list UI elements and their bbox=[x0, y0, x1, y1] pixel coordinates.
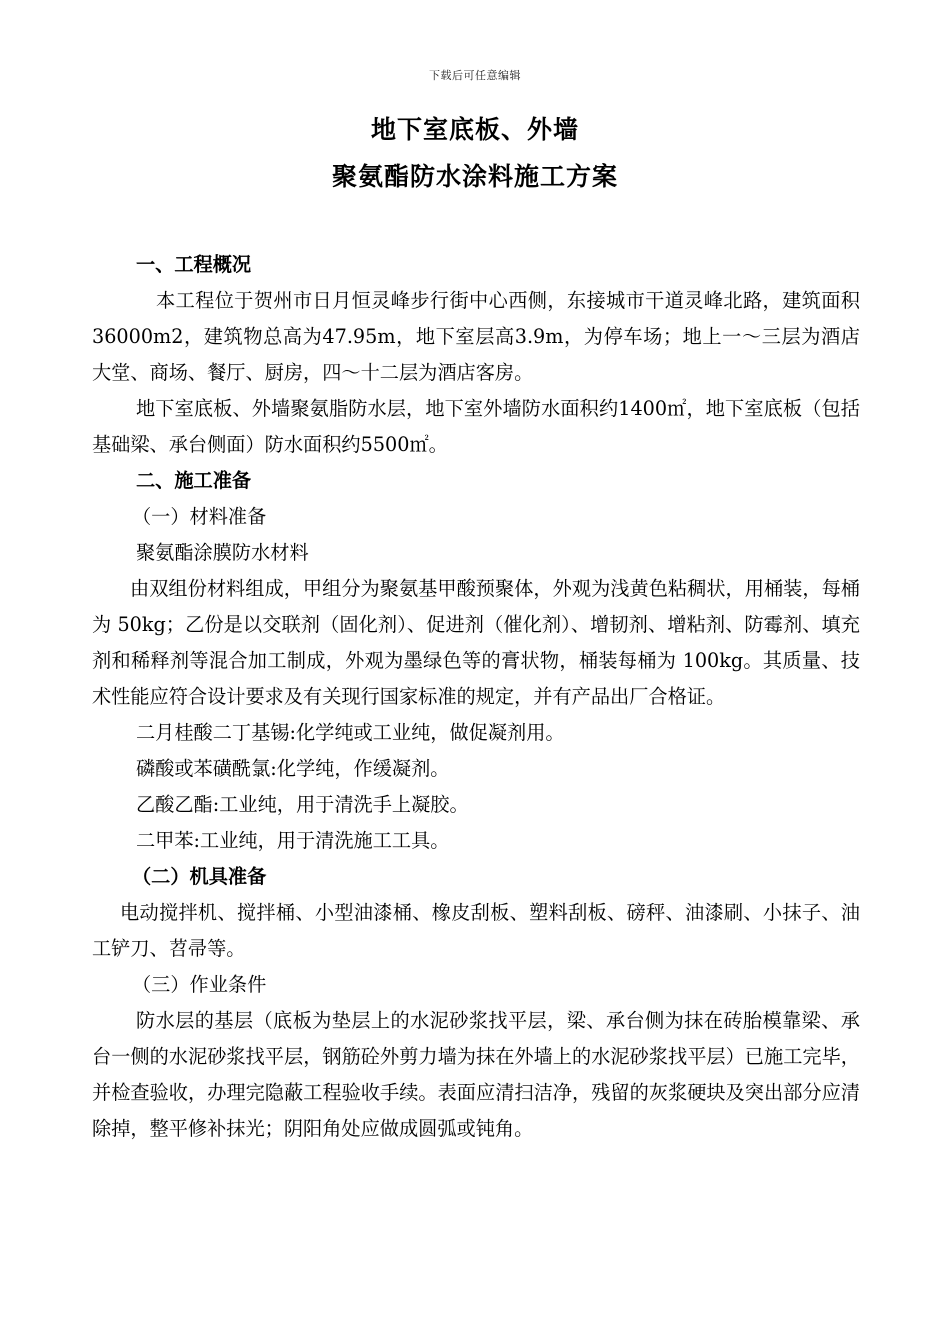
section-heading-preparation: 二、施工准备 bbox=[136, 469, 252, 492]
document-title-line1: 地下室底板、外墙 bbox=[370, 115, 579, 144]
list-item-material: 二甲苯:工业纯，用于清洗施工工具。 bbox=[136, 829, 450, 852]
paragraph-waterproof-area: 地下室底板、外墙聚氨脂防水层，地下室外墙防水面积约1400㎡，地下室底板（包括基础梁、承台侧面）防水面积约5500㎡。 bbox=[92, 397, 860, 456]
paragraph-tools: 电动搅拌机、搅拌桶、小型油漆桶、橡皮刮板、塑料刮板、磅秤、油漆刷、小抹子、油工铲刀、苕帚等。 bbox=[92, 901, 860, 960]
list-item-material: 磷酸或苯磺酰氯:化学纯，作缓凝剂。 bbox=[136, 757, 450, 780]
paragraph-work-conditions: 防水层的基层（底板为垫层上的水泥砂浆找平层，梁、承台侧为抹在砖胎模靠梁、承台一侧的水泥砂浆找平层，钢筋砼外剪力墙为抹在外墙上的水泥砂浆找平层）已施工完毕，并检查验收，办理完隐蔽工程验收手续。表面应清扫洁净，残留的灰浆硬块及突出部分应清除掉，整平修补抹光；阴阳角处应做成圆弧或钝角。 bbox=[92, 1009, 860, 1140]
subheading-materials: （一）材料准备 bbox=[132, 505, 267, 528]
document-title-line2: 聚氨酯防水涂料施工方案 bbox=[331, 162, 618, 191]
paragraph-material-description: 由双组份材料组成，甲组分为聚氨基甲酸预聚体，外观为浅黄色粘稠状，用桶装，每桶为 50kg；乙份是以交联剂（固化剂）、促进剂（催化剂）、增韧剂、增粘剂、防霉剂、填充剂和稀释剂等混合加工制成，外观为墨绿色等的膏状物，桶装每桶为 100kg。其质量、技术性能应符合设计要求及有关现行国家标准的规定，并有产品出厂合格证。 bbox=[92, 577, 860, 708]
paragraph-project-overview: 本工程位于贺州市日月恒灵峰步行街中心西侧，东接城市干道灵峰北路，建筑面积36000m2，建筑物总高为47.95m，地下室层高3.9m，为停车场；地上一～三层为酒店大堂、商场、餐厅、厨房，四～十二层为酒店客房。 bbox=[92, 289, 860, 384]
document-body bbox=[92, 247, 860, 1147]
section-heading-overview: 一、工程概况 bbox=[136, 253, 252, 276]
list-item-material: 乙酸乙酯:工业纯，用于清洗手上凝胶。 bbox=[136, 793, 469, 816]
subheading-work-conditions: （三）作业条件 bbox=[132, 973, 267, 996]
list-item-material: 二月桂酸二丁基锡:化学纯或工业纯，做促凝剂用。 bbox=[136, 721, 565, 744]
header-note: 下载后可任意编辑 bbox=[429, 69, 521, 82]
subheading-tools: （二）机具准备 bbox=[132, 865, 267, 888]
paragraph-material-name: 聚氨酯涂膜防水材料 bbox=[136, 541, 309, 564]
